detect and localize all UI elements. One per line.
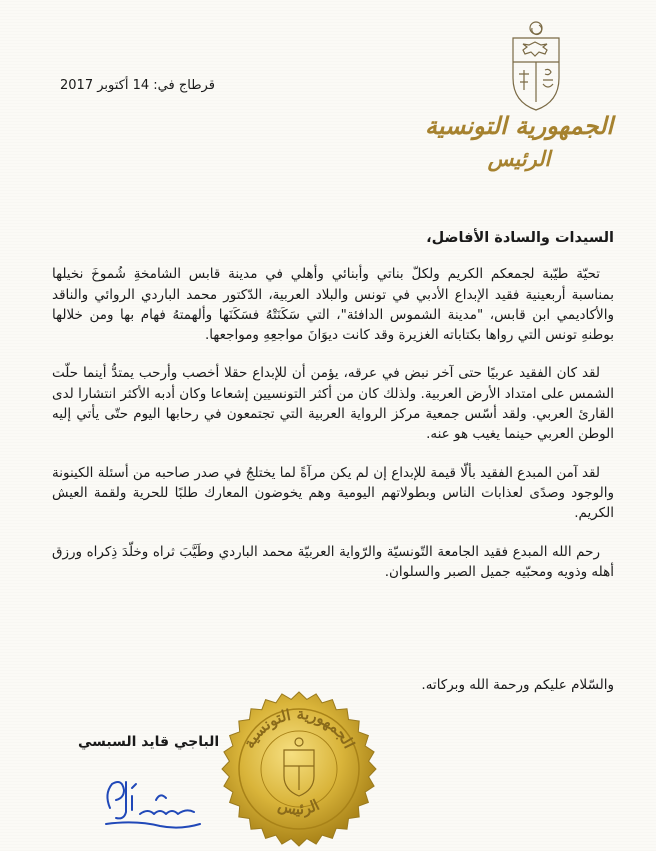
- tunisia-coat-of-arms-icon: [505, 18, 567, 114]
- paragraph-3: لقد آمن المبدع الفقيد بألّا قيمة للإبداع إن لم يكن مرآةً لما يختلجُ في صدر صاحبه من أسئلة الكينونة والوجود وصدًى لعذابات الناس وبطولاتهم اليومية وهم يخوضون المعارك طلبًا للحرية ولقمة العيش الكريم.: [52, 464, 614, 522]
- salutation: السيدات والسادة الأفاضل،: [426, 230, 614, 246]
- signer-name: الباجي قايد السبسي: [78, 734, 220, 750]
- paragraph-1: تحيّة طيّبة لجمعكم الكريم ولكلّ بناتي وأبنائي وأهلي في مدينة قابس الشامخةِ شُموخَ نخيلها بمناسبة أربعينية فقيد الإبداع الأدبي في تونس والبلاد العربية، الدّكتور محمد الباردي الروائي والناقد والأكاديمي ابن قابس، "مدينة الشموس الدافئة"، التي سَكَنَتْهُ فسَكَنَها وألهمتهُ فهام بها ومن خلالها بوطنهِ تونس التي رواها بكتاباته الغزيرة وقد كانت ديوَانَ مواجعِهِ ومواجعها.: [52, 266, 614, 344]
- paragraph-4: رحم الله المبدع فقيد الجامعة التّونسيّة والرّواية العربيّة محمد الباردي وطَيَّبَ ثراه وخلّدَ ذِكراه ورزق أهله وذويه ومحبّيه جميل الصبر والسلوان.: [52, 543, 614, 580]
- republic-title: الجمهورية التونسية: [424, 111, 614, 140]
- handwritten-signature: [96, 770, 208, 836]
- president-title: الرئيس: [487, 146, 551, 171]
- gold-seal-icon: [218, 690, 380, 848]
- letter-date: قرطاج في: 14 أكتوبر 2017: [60, 78, 215, 93]
- letter-body: [52, 228, 614, 600]
- seal-text-bottom: الرئيس: [275, 795, 323, 819]
- seal-text-top: الجمهورية التونسية: [239, 704, 359, 752]
- letterhead: [424, 108, 614, 174]
- closing-line: والسّلام عليكم ورحمة الله وبركاته.: [421, 677, 614, 693]
- paragraph-2: لقد كان الفقيد عربيًا حتى آخر نبض في عرقه، يؤمن أن للإبداع حقلا أخصب وأرحب يمتدُّ أينما حلّت الشمس على امتداد الأرض العربية. ولذلك كان من أكثر التونسيين إشعاعا وكان أدبه الأكثر انتشارا لدى القارئ العربي. ولقد أسّس جمعية مركز الرواية العربية التي تجتمعون في رحابها اليوم حتّى يأتي إليه الوطن العربي حينما يغيب هو عنه.: [52, 365, 614, 443]
